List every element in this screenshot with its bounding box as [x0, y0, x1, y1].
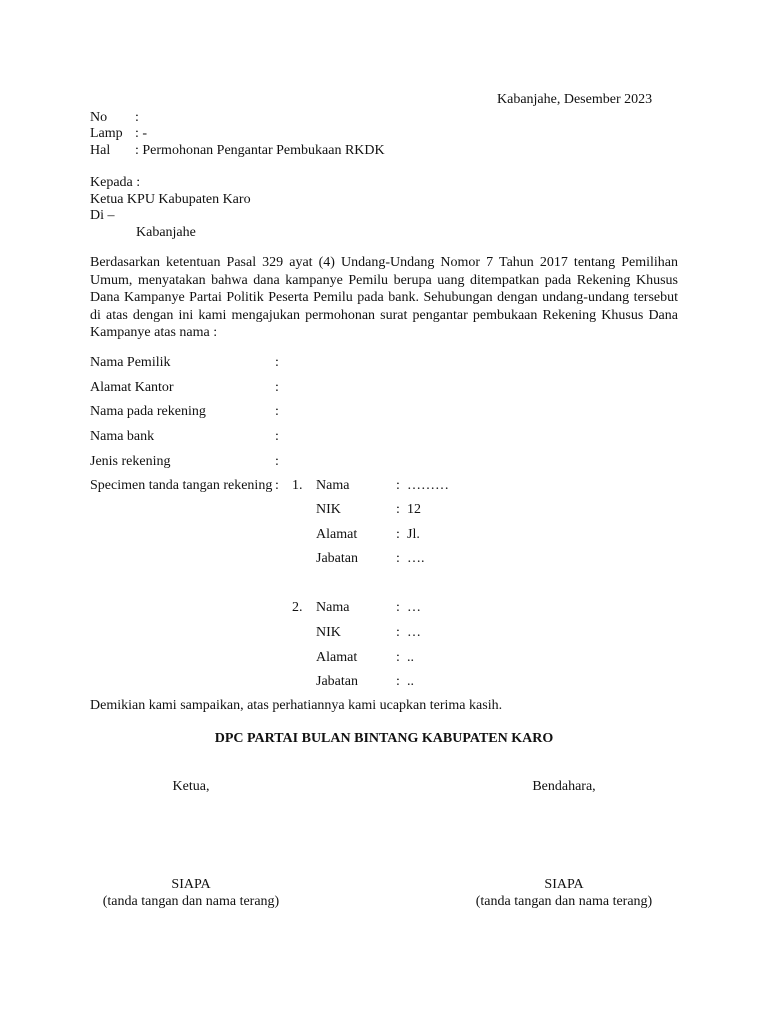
place-date: Kabanjahe, Desember 2023	[497, 92, 653, 107]
field-colon: :	[275, 404, 279, 419]
specimen-label: Jabatan	[316, 674, 358, 689]
field-colon: :	[275, 478, 279, 493]
closing-sentence: Demikian kami sampaikan, atas perhatiannya kami ucapkan terima kasih.	[90, 698, 503, 713]
specimen-colon: :	[396, 674, 400, 689]
signature-role-chair: Ketua,	[172, 779, 210, 794]
field-label: Specimen tanda tangan rekening	[90, 478, 273, 493]
field-label: Nama pada rekening	[90, 404, 206, 419]
meta-value: : -	[135, 126, 148, 141]
specimen-colon: :	[396, 478, 400, 493]
specimen-colon: :	[396, 600, 400, 615]
specimen-label: NIK	[316, 625, 341, 640]
signature-name-treasurer: SIAPA	[544, 877, 584, 892]
meta-value: :	[135, 110, 139, 125]
field-colon: :	[275, 355, 279, 370]
signature-name-chair: SIAPA	[171, 877, 211, 892]
specimen-label: Alamat	[316, 527, 358, 542]
meta-label: Lamp	[90, 126, 123, 141]
field-label: Jenis rekening	[90, 454, 171, 469]
organization-name: DPC PARTAI BULAN BINTANG KABUPATEN KARO	[214, 731, 554, 746]
specimen-value: ..	[407, 674, 414, 689]
signature-note-treasurer: (tanda tangan dan nama terang)	[475, 894, 653, 909]
field-colon: :	[275, 380, 279, 395]
specimen-value: …	[407, 600, 421, 615]
specimen-colon: :	[396, 551, 400, 566]
specimen-label: Alamat	[316, 650, 358, 665]
recipient-name: Ketua KPU Kabupaten Karo	[90, 192, 251, 207]
field-colon: :	[275, 454, 279, 469]
field-colon: :	[275, 429, 279, 444]
field-label: Nama Pemilik	[90, 355, 171, 370]
recipient-to: Kepada :	[90, 175, 141, 190]
specimen-value: …	[407, 625, 421, 640]
specimen-label: Jabatan	[316, 551, 358, 566]
signature-note-chair: (tanda tangan dan nama terang)	[102, 894, 280, 909]
recipient-city: Kabanjahe	[136, 225, 196, 240]
body-paragraph: Berdasarkan ketentuan Pasal 329 ayat (4) Undang-Undang Nomor 7 Tahun 2017 tentang Pemilihan Umum, menyatakan bahwa dana kampanye Pemilu berupa uang ditempatkan pada Rekening Khusus Dana Kampanye Partai Politik Peserta Pemilu pada bank. Sehubungan dengan undang-undang tersebut di atas dengan ini kami mengajukan permohonan surat pengantar pembukaan Rekening Khusus Dana Kampanye atas nama :	[90, 255, 678, 340]
specimen-value: ….	[407, 551, 425, 566]
specimen-label: Nama	[316, 600, 350, 615]
specimen-value: ………	[407, 478, 449, 493]
meta-label: Hal	[90, 143, 111, 158]
recipient-at: Di –	[90, 208, 115, 223]
specimen-number: 2.	[292, 600, 303, 615]
meta-row-hal	[90, 143, 385, 160]
meta-label: No	[90, 110, 108, 125]
specimen-value: 12	[407, 502, 421, 517]
field-label: Nama bank	[90, 429, 155, 444]
specimen-value: ..	[407, 650, 414, 665]
specimen-colon: :	[396, 527, 400, 542]
meta-row-no	[90, 110, 139, 127]
meta-row-lamp	[90, 126, 147, 143]
specimen-label: Nama	[316, 478, 350, 493]
specimen-number: 1.	[292, 478, 303, 493]
specimen-colon: :	[396, 650, 400, 665]
specimen-colon: :	[396, 625, 400, 640]
signature-role-treasurer: Bendahara,	[532, 779, 596, 794]
meta-value: : Permohonan Pengantar Pembukaan RKDK	[135, 143, 385, 158]
specimen-colon: :	[396, 502, 400, 517]
field-label: Alamat Kantor	[90, 380, 174, 395]
specimen-label: NIK	[316, 502, 341, 517]
specimen-value: Jl.	[407, 527, 420, 542]
